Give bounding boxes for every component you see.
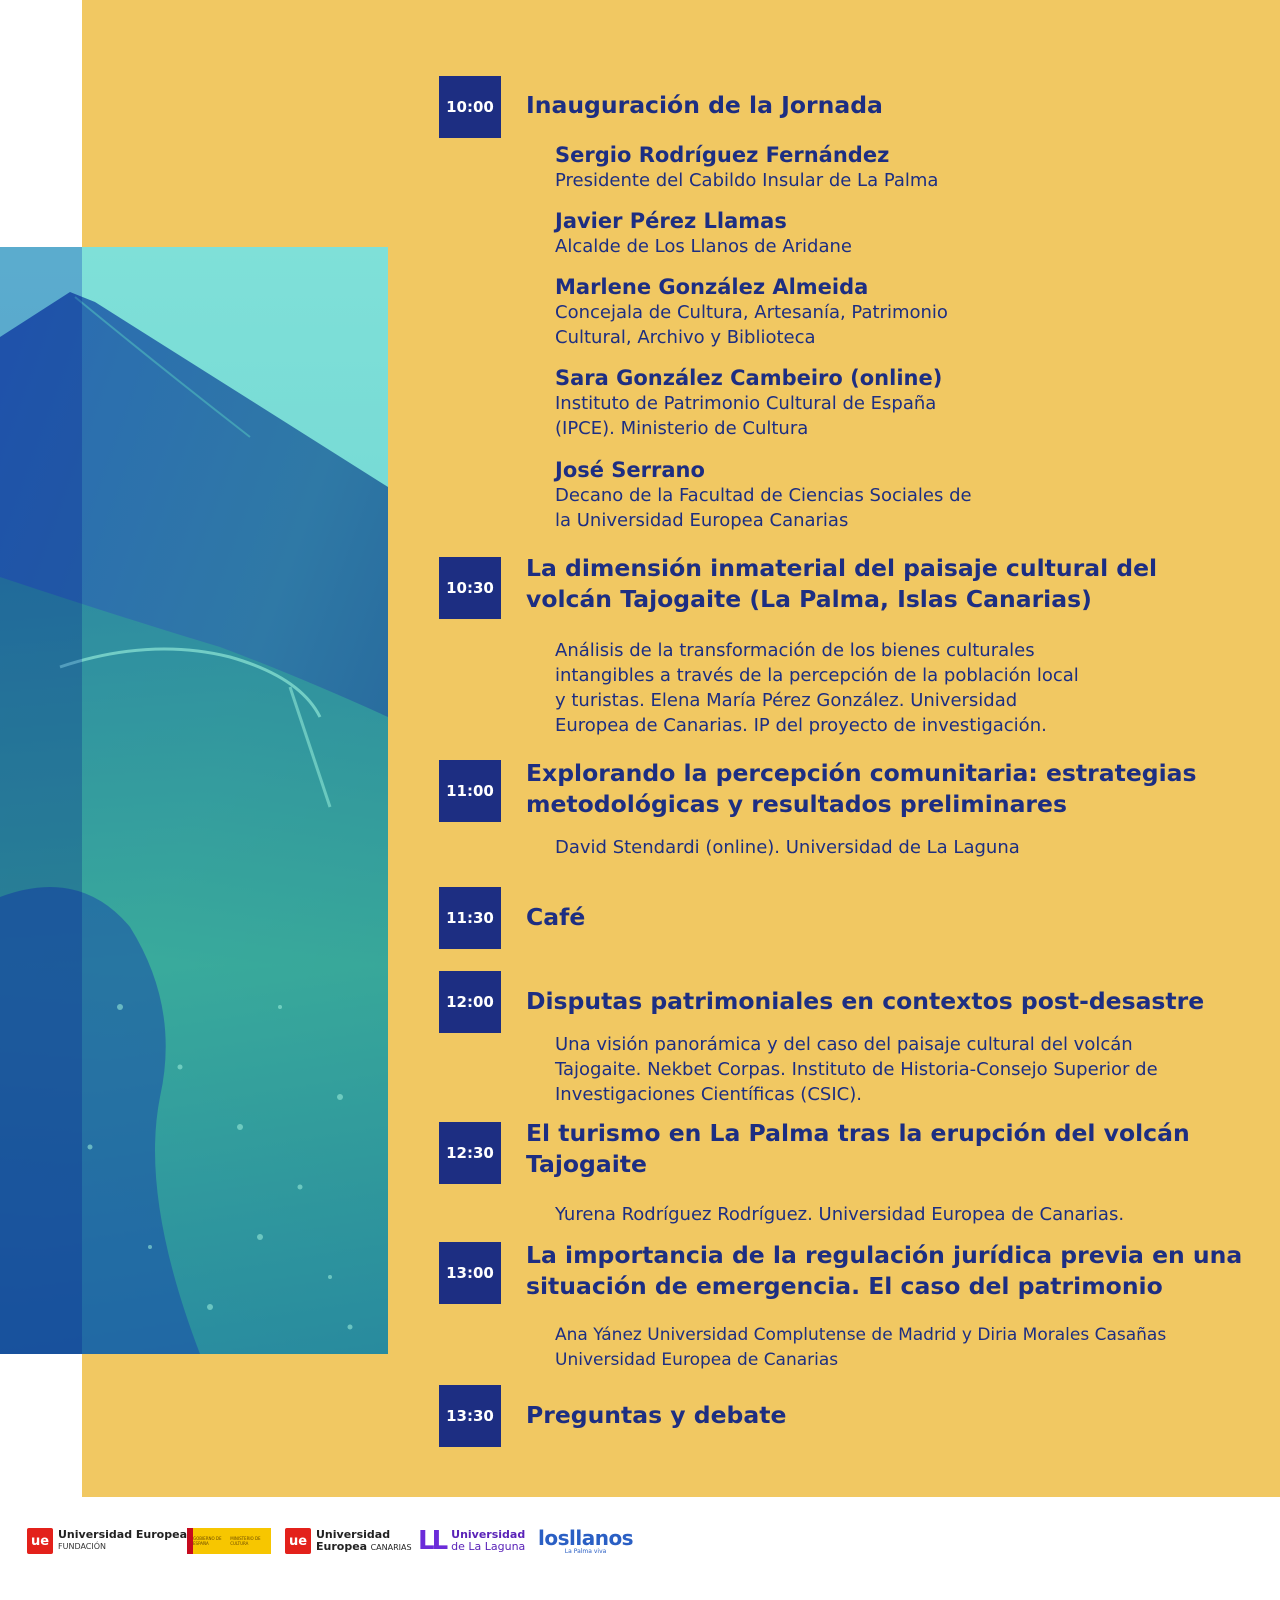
ue-fundacion-logo bbox=[27, 1525, 187, 1557]
time-badge: 11:30 bbox=[439, 887, 501, 949]
title-line: La dimensión inmaterial del paisaje cultural del bbox=[526, 554, 1158, 582]
ull-logo-icon: LL bbox=[418, 1526, 446, 1556]
time-badge: 13:00 bbox=[439, 1242, 501, 1304]
item-description bbox=[555, 1032, 1280, 1107]
gov-line: GOBIERNO DE ESPAÑA bbox=[193, 1536, 222, 1546]
time-badge: 13:30 bbox=[439, 1385, 501, 1447]
speaker-name: Javier Pérez Llamas bbox=[555, 209, 787, 233]
logo-name: Europea bbox=[316, 1539, 368, 1553]
item-title bbox=[526, 553, 1246, 615]
time-badge: 10:00 bbox=[439, 76, 501, 138]
speaker bbox=[555, 457, 1275, 533]
speaker-role: Concejala de Cultura, Artesanía, Patrimonio bbox=[555, 302, 948, 323]
description-line: Una visión panorámica y del caso del paisaje cultural del volcán bbox=[555, 1034, 1133, 1055]
item-title: Preguntas y debate bbox=[526, 1401, 787, 1429]
title-line: volcán Tajogaite (La Palma, Islas Canarias) bbox=[526, 585, 1092, 613]
item-title: Inauguración de la Jornada bbox=[526, 91, 883, 119]
description-line: Yurena Rodríguez Rodríguez. Universidad Europea de Canarias. bbox=[555, 1204, 1125, 1225]
logo-sub: La Palma viva bbox=[564, 1547, 607, 1555]
speaker-role: Decano de la Facultad de Ciencias Sociales de bbox=[555, 485, 972, 506]
ull-logo bbox=[418, 1525, 525, 1557]
speaker-role: la Universidad Europea Canarias bbox=[555, 510, 849, 531]
time-badge: 12:30 bbox=[439, 1122, 501, 1184]
ue-canarias-logo bbox=[285, 1525, 412, 1557]
speaker-name: Sara González Cambeiro (online) bbox=[555, 366, 943, 390]
speaker bbox=[555, 365, 1275, 441]
speaker bbox=[555, 142, 1275, 193]
speaker-role: Cultural, Archivo y Biblioteca bbox=[555, 327, 816, 348]
item-description bbox=[555, 1323, 1275, 1373]
title-line: situación de emergencia. El caso del patrimonio bbox=[526, 1272, 1163, 1300]
spain-flag-icon bbox=[187, 1528, 271, 1554]
los-llanos-logo bbox=[538, 1525, 633, 1557]
title-line: Explorando la percepción comunitaria: estrategias bbox=[526, 759, 1197, 787]
title-line: Tajogaite bbox=[526, 1150, 647, 1178]
sponsor-logos bbox=[0, 1497, 1280, 1600]
speaker-name: Sergio Rodríguez Fernández bbox=[555, 143, 890, 167]
ue-canarias-text bbox=[316, 1529, 412, 1554]
description-line: Tajogaite. Nekbet Corpas. Instituto de Historia-Consejo Superior de bbox=[555, 1059, 1158, 1080]
description-line: Ana Yánez Universidad Complutense de Madrid y Diria Morales Casañas bbox=[555, 1325, 1167, 1345]
ue-fundacion-text bbox=[58, 1529, 187, 1553]
logo-name: Universidad Europea bbox=[58, 1528, 187, 1541]
logo-name: de La Laguna bbox=[451, 1540, 526, 1553]
title-line: La importancia de la regulación jurídica previa en una bbox=[526, 1241, 1243, 1269]
logo-sub: CANARIAS bbox=[370, 1542, 412, 1552]
description-line: David Stendardi (online). Universidad de La Laguna bbox=[555, 837, 1020, 858]
description-line: Europea de Canarias. IP del proyecto de investigación. bbox=[555, 715, 1047, 736]
item-title bbox=[526, 758, 1246, 820]
speaker-role: Presidente del Cabildo Insular de La Palma bbox=[555, 170, 939, 191]
logo-name: Universidad bbox=[316, 1527, 391, 1541]
item-description bbox=[555, 1202, 1275, 1227]
title-line: El turismo en La Palma tras la erupción del volcán bbox=[526, 1119, 1190, 1147]
flag-field bbox=[193, 1528, 271, 1554]
item-description bbox=[555, 835, 1275, 860]
item-title bbox=[526, 1118, 1246, 1180]
ue-logo-icon: ue bbox=[27, 1528, 53, 1554]
time-badge: 12:00 bbox=[439, 971, 501, 1033]
speaker bbox=[555, 208, 1275, 259]
item-title bbox=[526, 1240, 1246, 1302]
speaker-name: Marlene González Almeida bbox=[555, 275, 869, 299]
speaker-role: Instituto de Patrimonio Cultural de España bbox=[555, 393, 937, 414]
ue-logo-icon: ue bbox=[285, 1528, 311, 1554]
logo-name: losllanos bbox=[538, 1525, 634, 1550]
speaker-name: José Serrano bbox=[555, 458, 705, 482]
logo-sub: FUNDACIÓN bbox=[58, 1542, 107, 1551]
description-line: Investigaciones Científicas (CSIC). bbox=[555, 1084, 862, 1105]
speaker-role: Alcalde de Los Llanos de Aridane bbox=[555, 236, 852, 257]
description-line: Universidad Europea de Canarias bbox=[555, 1350, 839, 1370]
item-title: Café bbox=[526, 903, 586, 931]
gobierno-logo bbox=[187, 1525, 271, 1557]
title-line: metodológicas y resultados preliminares bbox=[526, 790, 1067, 818]
description-line: y turistas. Elena María Pérez González. Universidad bbox=[555, 690, 1018, 711]
ull-text bbox=[451, 1529, 525, 1553]
description-line: intangibles a través de la percepción de la población local bbox=[555, 665, 1079, 686]
speaker bbox=[555, 274, 1275, 350]
item-title: Disputas patrimoniales en contextos post-desastre bbox=[526, 987, 1205, 1015]
speaker-role: (IPCE). Ministerio de Cultura bbox=[555, 418, 809, 439]
description-line: Análisis de la transformación de los bienes culturales bbox=[555, 640, 1035, 661]
gov-line: MINISTERIO DE CULTURA bbox=[230, 1536, 261, 1546]
logo-name: Universidad bbox=[451, 1528, 526, 1541]
time-badge: 10:30 bbox=[439, 557, 501, 619]
time-badge: 11:00 bbox=[439, 760, 501, 822]
item-description bbox=[555, 638, 1275, 738]
